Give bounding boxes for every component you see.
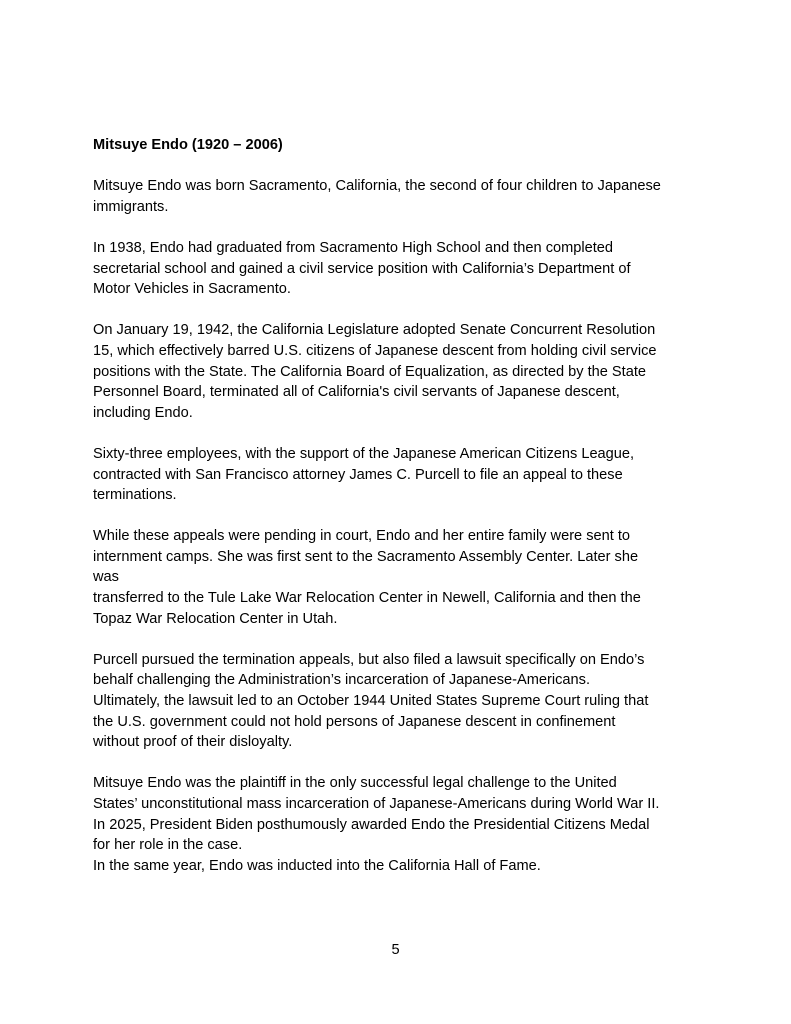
text-line: 15, which effectively barred U.S. citizens of Japanese descent from holding civil service — [93, 342, 657, 359]
document-body — [93, 135, 708, 876]
text-line: transferred to the Tule Lake War Relocation Center in Newell, California and then the — [93, 590, 641, 607]
text-line: Motor Vehicles in Sacramento. — [93, 281, 291, 298]
spacer — [93, 156, 708, 177]
paragraph-internment — [93, 526, 708, 629]
text-line: was — [93, 569, 119, 586]
text-line: Topaz War Relocation Center in Utah. — [93, 610, 338, 627]
text-line: On January 19, 1942, the California Legislature adopted Senate Concurrent Resolution — [93, 322, 656, 339]
paragraph-appeal — [93, 444, 708, 506]
paragraph-birth — [93, 176, 708, 217]
text-line: Sixty-three employees, with the support of the Japanese American Citizens League, — [93, 445, 635, 462]
spacer — [93, 217, 708, 238]
text-line: Mitsuye Endo was born Sacramento, California, the second of four children to Japanese — [93, 178, 661, 195]
paragraph-legacy — [93, 773, 708, 876]
text-line: contracted with San Francisco attorney James C. Purcell to file an appeal to these — [93, 466, 623, 483]
spacer — [93, 300, 708, 321]
text-line: States’ unconstitutional mass incarceration of Japanese-Americans during World War II. — [93, 796, 660, 812]
page-number: 5 — [391, 942, 400, 958]
text-line: for her role in the case. — [93, 837, 243, 854]
text-line: internment camps. She was first sent to the Sacramento Assembly Center. Later she — [93, 548, 639, 565]
text-line: the U.S. government could not hold persons of Japanese descent in confinement — [93, 713, 616, 730]
spacer — [93, 629, 708, 650]
paragraph-education — [93, 238, 708, 300]
text-line: Personnel Board, terminated all of California's civil servants of Japanese descent, — [93, 384, 620, 401]
spacer — [93, 506, 708, 527]
paragraph-termination — [93, 320, 708, 423]
text-line: including Endo. — [93, 404, 193, 421]
text-line: without proof of their disloyalty. — [93, 734, 293, 751]
text-line: Mitsuye Endo was the plaintiff in the only successful legal challenge to the United — [93, 775, 617, 792]
paragraph-lawsuit — [93, 650, 708, 753]
spacer — [93, 753, 708, 774]
text-line: terminations. — [93, 487, 177, 504]
document-title: Mitsuye Endo (1920 – 2006) — [93, 137, 283, 153]
spacer — [93, 423, 708, 444]
text-line: In 2025, President Biden posthumously awarded Endo the Presidential Citizens Medal — [93, 816, 650, 833]
text-line: immigrants. — [93, 198, 169, 215]
text-line: behalf challenging the Administration’s incarceration of Japanese-Americans. — [93, 672, 591, 689]
text-line: In the same year, Endo was inducted into the California Hall of Fame. — [93, 857, 541, 874]
text-line: In 1938, Endo had graduated from Sacramento High School and then completed — [93, 239, 614, 256]
text-line: Ultimately, the lawsuit led to an October 1944 United States Supreme Court ruling that — [93, 693, 649, 710]
text-line: While these appeals were pending in court, Endo and her entire family were sent to — [93, 528, 631, 545]
text-line: positions with the State. The California Board of Equalization, as directed by the State — [93, 363, 646, 380]
text-line: secretarial school and gained a civil service position with California’s Department of — [93, 260, 631, 277]
text-line: Purcell pursued the termination appeals, but also filed a lawsuit specifically on Endo’s — [93, 651, 645, 668]
